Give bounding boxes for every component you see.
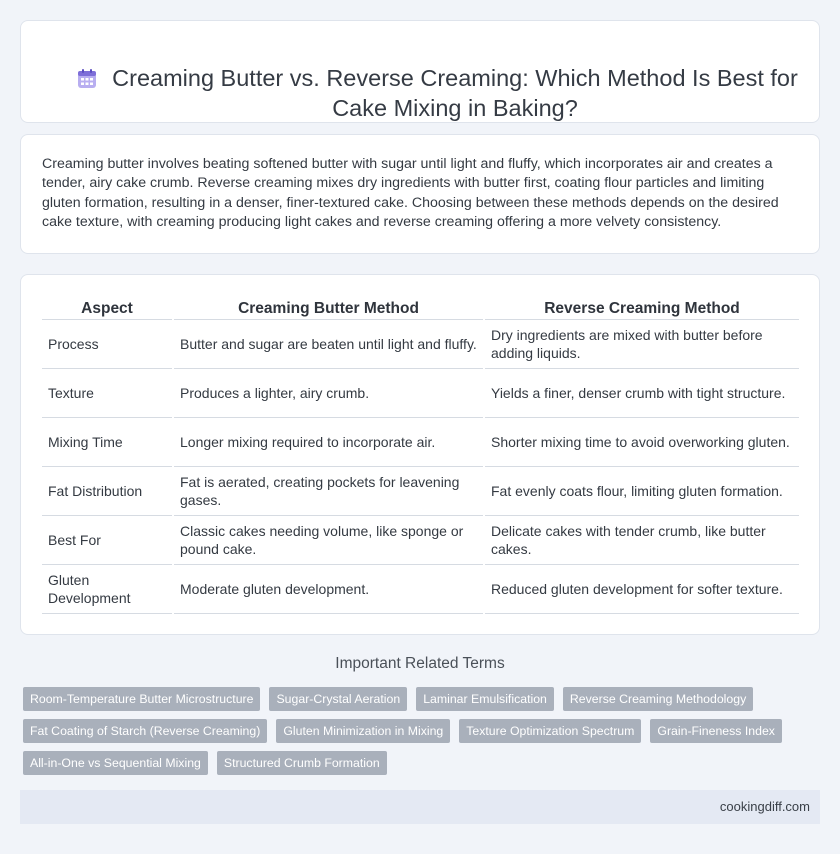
creaming-cell: Moderate gluten development. [173, 564, 484, 613]
related-term-tag[interactable]: Sugar-Crystal Aeration [269, 687, 407, 711]
footer [20, 790, 820, 824]
reverse-creaming-cell: Dry ingredients are mixed with butter before adding liquids. [484, 319, 799, 368]
creaming-cell: Produces a lighter, airy crumb. [173, 368, 484, 417]
summary-text: Creaming butter involves beating softened butter with sugar until light and fluffy, which incorporates air and creates a tender, airy cake crumb. Reverse creaming mixes dry ingredients with butter first, coating flour particles and limiting gluten formation, resulting in a denser, finer-textured cake. Choosing between these methods depends on the desired cake texture, with creaming producing light cakes and reverse creaming offering a more velvety consistency. [42, 156, 779, 230]
footer-site-link[interactable]: cookingdiff.com [719, 799, 810, 814]
related-term-tag[interactable]: Structured Crumb Formation [217, 751, 387, 775]
title-card [20, 20, 820, 123]
header-creaming: Creaming Butter Method [173, 295, 484, 319]
aspect-cell: Best For [42, 515, 173, 564]
table-row [42, 417, 799, 466]
header-aspect: Aspect [42, 295, 173, 319]
summary-card [20, 134, 820, 254]
related-term-tag[interactable]: All-in-One vs Sequential Mixing [23, 751, 208, 775]
related-term-tag[interactable]: Laminar Emulsification [416, 687, 554, 711]
related-terms-heading: Important Related Terms [335, 655, 505, 672]
table-row [42, 368, 799, 417]
reverse-creaming-cell: Reduced gluten development for softer texture. [484, 564, 799, 613]
aspect-cell: Process [42, 319, 173, 368]
comparison-table [42, 295, 799, 614]
creaming-cell: Butter and sugar are beaten until light and fluffy. [173, 319, 484, 368]
page-title: Creaming Butter vs. Reverse Creaming: Which Method Is Best for Cake Mixing in Baking? [112, 65, 798, 121]
aspect-cell: Gluten Development [42, 564, 173, 613]
aspect-cell: Fat Distribution [42, 466, 173, 515]
related-term-tag[interactable]: Room-Temperature Butter Microstructure [23, 687, 260, 711]
table-row [42, 564, 799, 613]
related-term-tag[interactable]: Gluten Minimization in Mixing [276, 719, 450, 743]
reverse-creaming-cell: Fat evenly coats flour, limiting gluten formation. [484, 466, 799, 515]
table-row [42, 515, 799, 564]
table-row [42, 319, 799, 368]
calendar-icon [75, 67, 99, 91]
reverse-creaming-cell: Yields a finer, denser crumb with tight structure. [484, 368, 799, 417]
comparison-card [20, 274, 820, 635]
header-reverse-creaming: Reverse Creaming Method [484, 295, 799, 319]
related-term-tag[interactable]: Fat Coating of Starch (Reverse Creaming) [23, 719, 267, 743]
creaming-cell: Classic cakes needing volume, like sponge or pound cake. [173, 515, 484, 564]
aspect-cell: Texture [42, 368, 173, 417]
related-term-tag[interactable]: Grain-Fineness Index [650, 719, 782, 743]
reverse-creaming-cell: Delicate cakes with tender crumb, like butter cakes. [484, 515, 799, 564]
table-row [42, 466, 799, 515]
table-header-row [42, 295, 799, 319]
related-term-tag[interactable]: Reverse Creaming Methodology [563, 687, 753, 711]
aspect-cell: Mixing Time [42, 417, 173, 466]
creaming-cell: Fat is aerated, creating pockets for leavening gases. [173, 466, 484, 515]
related-terms-list [23, 687, 803, 783]
reverse-creaming-cell: Shorter mixing time to avoid overworking gluten. [484, 417, 799, 466]
related-term-tag[interactable]: Texture Optimization Spectrum [459, 719, 641, 743]
creaming-cell: Longer mixing required to incorporate air. [173, 417, 484, 466]
